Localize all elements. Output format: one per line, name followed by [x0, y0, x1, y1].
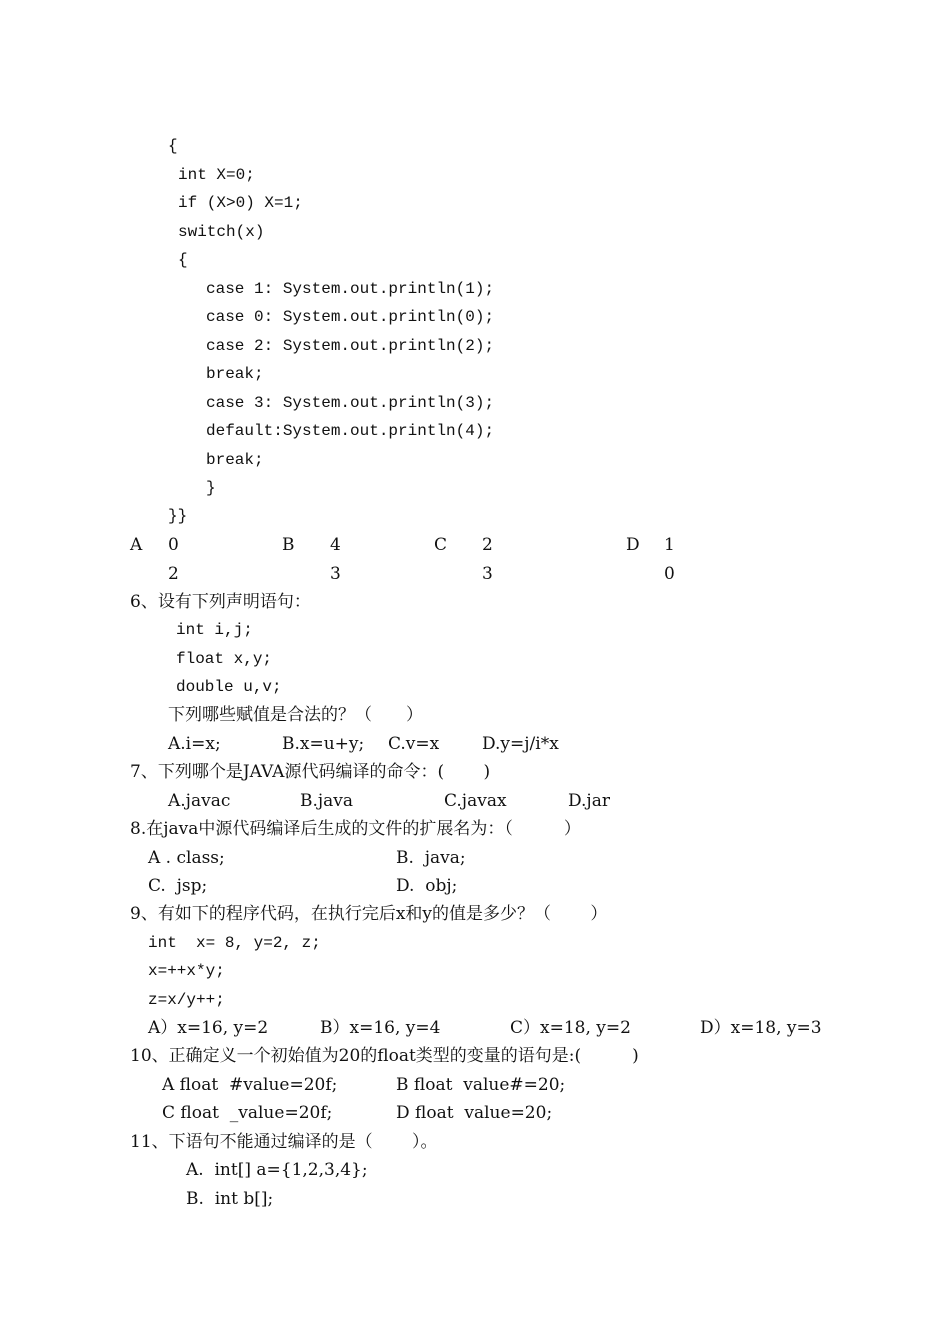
code-line: x=++x*y; — [148, 962, 225, 980]
question-title: 11、下语句不能通过编译的是（ ）。 — [130, 1132, 438, 1152]
option: C.javax — [444, 791, 507, 811]
code-line: if (X>0) X=1; — [178, 194, 303, 212]
question-title: 6、设有下列声明语句： — [130, 592, 311, 612]
option: D.y=j/i*x — [482, 734, 559, 754]
option-label: B — [282, 535, 295, 555]
option-value: 0 — [664, 564, 675, 584]
option: A.i=x; — [168, 734, 221, 754]
code-line: break; — [206, 451, 264, 469]
option: D）x=18, y=3 — [700, 1018, 822, 1038]
code-line: z=x/y++; — [148, 991, 225, 1009]
code-line: case 0: System.out.println(0); — [206, 308, 495, 326]
code-line: double u,v; — [176, 678, 282, 696]
option-value: 2 — [168, 564, 179, 584]
question-title: 9、有如下的程序代码，在执行完后x和y的值是多少？（ ） — [130, 904, 608, 924]
option-label: C — [434, 535, 448, 555]
code-line: int i,j; — [176, 621, 253, 639]
code-line: float x,y; — [176, 650, 273, 668]
option: B. int b[]; — [186, 1189, 274, 1209]
question-prompt: 下列哪些赋值是合法的？（ ） — [168, 705, 423, 725]
option: A. int[] a={1,2,3,4}; — [186, 1160, 368, 1180]
option: B.x=u+y; — [282, 734, 365, 754]
option-value: 2 — [482, 535, 493, 555]
question-title: 8.在java中源代码编译后生成的文件的扩展名为：（ ） — [130, 819, 581, 839]
option: A.javac — [168, 791, 231, 811]
question-title: 7、下列哪个是JAVA源代码编译的命令：( ) — [130, 762, 491, 782]
option: D float value=20; — [396, 1103, 553, 1123]
code-line: } — [206, 479, 216, 497]
option: B. java; — [396, 848, 466, 868]
code-line: case 3: System.out.println(3); — [206, 394, 495, 412]
option-value: 0 — [168, 535, 179, 555]
code-line: case 2: System.out.println(2); — [206, 337, 495, 355]
question-title: 10、正确定义一个初始值为20的float类型的变量的语句是:( ) — [130, 1046, 639, 1066]
code-line: break; — [206, 365, 264, 383]
option: A）x=16, y=2 — [148, 1018, 269, 1038]
code-line: int x= 8, y=2, z; — [148, 934, 321, 952]
option-label: A — [130, 535, 143, 555]
code-line: }} — [168, 507, 188, 525]
option: B float value#=20; — [396, 1075, 566, 1095]
option: C）x=18, y=2 — [510, 1018, 631, 1038]
code-line: switch(x) — [178, 223, 265, 241]
option: D.jar — [568, 791, 610, 811]
code-line: { — [178, 251, 188, 269]
option: C float _value=20f; — [162, 1103, 333, 1123]
option: B.java — [300, 791, 354, 811]
option: B）x=16, y=4 — [320, 1018, 441, 1038]
code-line: int X=0; — [178, 166, 255, 184]
code-line: default:System.out.println(4); — [206, 422, 495, 440]
option: A float #value=20f; — [162, 1075, 338, 1095]
option: A . class; — [148, 848, 225, 868]
option-value: 3 — [330, 564, 341, 584]
option-value: 3 — [482, 564, 493, 584]
option: C. jsp; — [148, 876, 208, 896]
code-line: case 1: System.out.println(1); — [206, 280, 495, 298]
code-line: { — [168, 137, 178, 155]
option-value: 1 — [664, 535, 675, 555]
option: D. obj; — [396, 876, 458, 896]
option-value: 4 — [330, 535, 341, 555]
option: C.v=x — [388, 734, 440, 754]
option-label: D — [626, 535, 640, 555]
